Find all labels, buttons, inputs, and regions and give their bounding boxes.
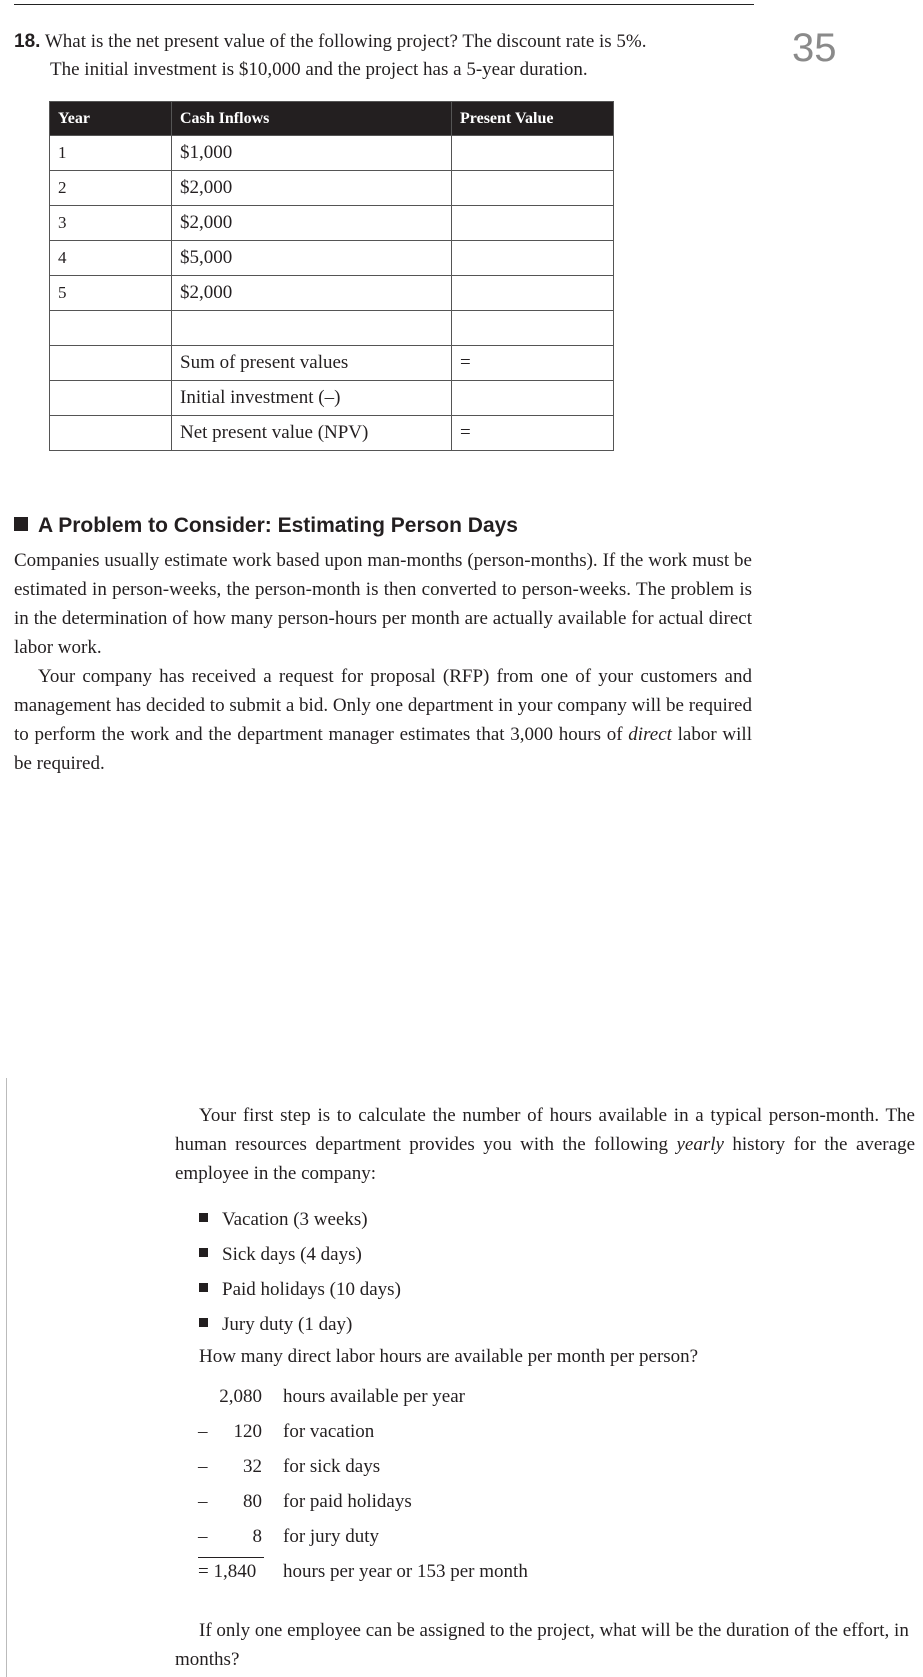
cash-inflow-cell: $2,000 bbox=[172, 276, 452, 311]
year-cell bbox=[50, 381, 172, 416]
paragraph-2 bbox=[14, 662, 752, 778]
page-number: 35 bbox=[792, 26, 837, 70]
table-row bbox=[50, 416, 614, 451]
question-line2: The initial investment is $10,000 and the project has a 5-year duration. bbox=[50, 59, 588, 80]
cash-inflow-cell: $1,000 bbox=[172, 136, 452, 171]
cash-inflow-cell: Initial investment (–) bbox=[172, 381, 452, 416]
header-year: Year bbox=[50, 102, 172, 136]
table-row bbox=[50, 136, 614, 171]
present-value-cell bbox=[452, 206, 614, 241]
present-value-cell bbox=[452, 241, 614, 276]
header-present-value: Present Value bbox=[452, 102, 614, 136]
npv-table bbox=[49, 101, 614, 451]
present-value-cell bbox=[452, 276, 614, 311]
question-18 bbox=[14, 28, 759, 84]
cash-inflow-cell: $5,000 bbox=[172, 241, 452, 276]
top-rule bbox=[14, 4, 754, 5]
cash-inflow-cell: Net present value (NPV) bbox=[172, 416, 452, 451]
sum-underline bbox=[198, 1557, 264, 1558]
year-cell: 2 bbox=[50, 171, 172, 206]
section-bullet-square bbox=[14, 517, 28, 531]
header-cash-inflows: Cash Inflows bbox=[172, 102, 452, 136]
table-row bbox=[50, 311, 614, 346]
left-margin-rule bbox=[6, 1078, 7, 1677]
bullet-square-icon bbox=[199, 1248, 208, 1257]
year-cell bbox=[50, 346, 172, 381]
table-header-row bbox=[50, 102, 614, 136]
cash-inflow-cell bbox=[172, 311, 452, 346]
present-value-cell: = bbox=[452, 346, 614, 381]
final-question: If only one employee can be assigned to the project, what will be the duration of the effort, in months? bbox=[175, 1620, 909, 1670]
year-cell: 3 bbox=[50, 206, 172, 241]
paragraph-1: Companies usually estimate work based upon man-months (person-months). If the work must be estimated in person-weeks, the person-month is then converted to person-weeks. The problem is in the determination of how many person-hours per month are actually available for actual direct labor work. bbox=[14, 550, 752, 658]
year-cell: 5 bbox=[50, 276, 172, 311]
year-cell: 4 bbox=[50, 241, 172, 276]
section-title: A Problem to Consider: Estimating Person Days bbox=[38, 514, 518, 537]
table-row bbox=[50, 171, 614, 206]
section-heading bbox=[14, 514, 518, 538]
list-item: Jury duty (1 day) bbox=[175, 1307, 401, 1342]
table-row bbox=[50, 241, 614, 276]
table-row bbox=[50, 206, 614, 241]
cash-inflow-cell: Sum of present values bbox=[172, 346, 452, 381]
table-row bbox=[50, 381, 614, 416]
bullet-square-icon bbox=[199, 1213, 208, 1222]
p2-text: Your company has received a request for proposal (RFP) from one of your customers and management has decided to submit a bid. Only one department in your company will be required to perform the work and the department manager estimates that 3,000 hours of bbox=[14, 666, 752, 745]
bullet-square-icon bbox=[199, 1318, 208, 1327]
p2-end: labor will be required. bbox=[14, 724, 752, 774]
p3-emphasis: yearly bbox=[676, 1134, 724, 1155]
present-value-cell: = bbox=[452, 416, 614, 451]
table-row bbox=[50, 346, 614, 381]
present-value-cell bbox=[452, 136, 614, 171]
year-cell bbox=[50, 416, 172, 451]
history-bullet-list bbox=[175, 1202, 401, 1342]
p2-emphasis: direct bbox=[628, 724, 672, 745]
year-cell: 1 bbox=[50, 136, 172, 171]
table-body bbox=[50, 136, 614, 451]
cash-inflow-cell: $2,000 bbox=[172, 206, 452, 241]
p3-text-b: history for the average employee in the company: bbox=[175, 1134, 916, 1184]
list-item: Paid holidays (10 days) bbox=[175, 1272, 401, 1307]
present-value-cell bbox=[452, 381, 614, 416]
p3-text-a: Your first step is to calculate the number of hours available in a typical person-month. The human resources department provides you with the following bbox=[175, 1105, 915, 1155]
question-number: 18. bbox=[14, 31, 41, 52]
hours-question: How many direct labor hours are available per month per person? bbox=[199, 1346, 699, 1367]
paragraph-3 bbox=[175, 1101, 915, 1188]
table-row bbox=[50, 276, 614, 311]
present-value-cell bbox=[452, 171, 614, 206]
cash-inflow-cell: $2,000 bbox=[172, 171, 452, 206]
list-item: Vacation (3 weeks) bbox=[175, 1202, 401, 1237]
present-value-cell bbox=[452, 311, 614, 346]
bullet-square-icon bbox=[199, 1283, 208, 1292]
question-line1: What is the net present value of the following project? The discount rate is 5%. bbox=[44, 31, 647, 52]
list-item: Sick days (4 days) bbox=[175, 1237, 401, 1272]
year-cell bbox=[50, 311, 172, 346]
